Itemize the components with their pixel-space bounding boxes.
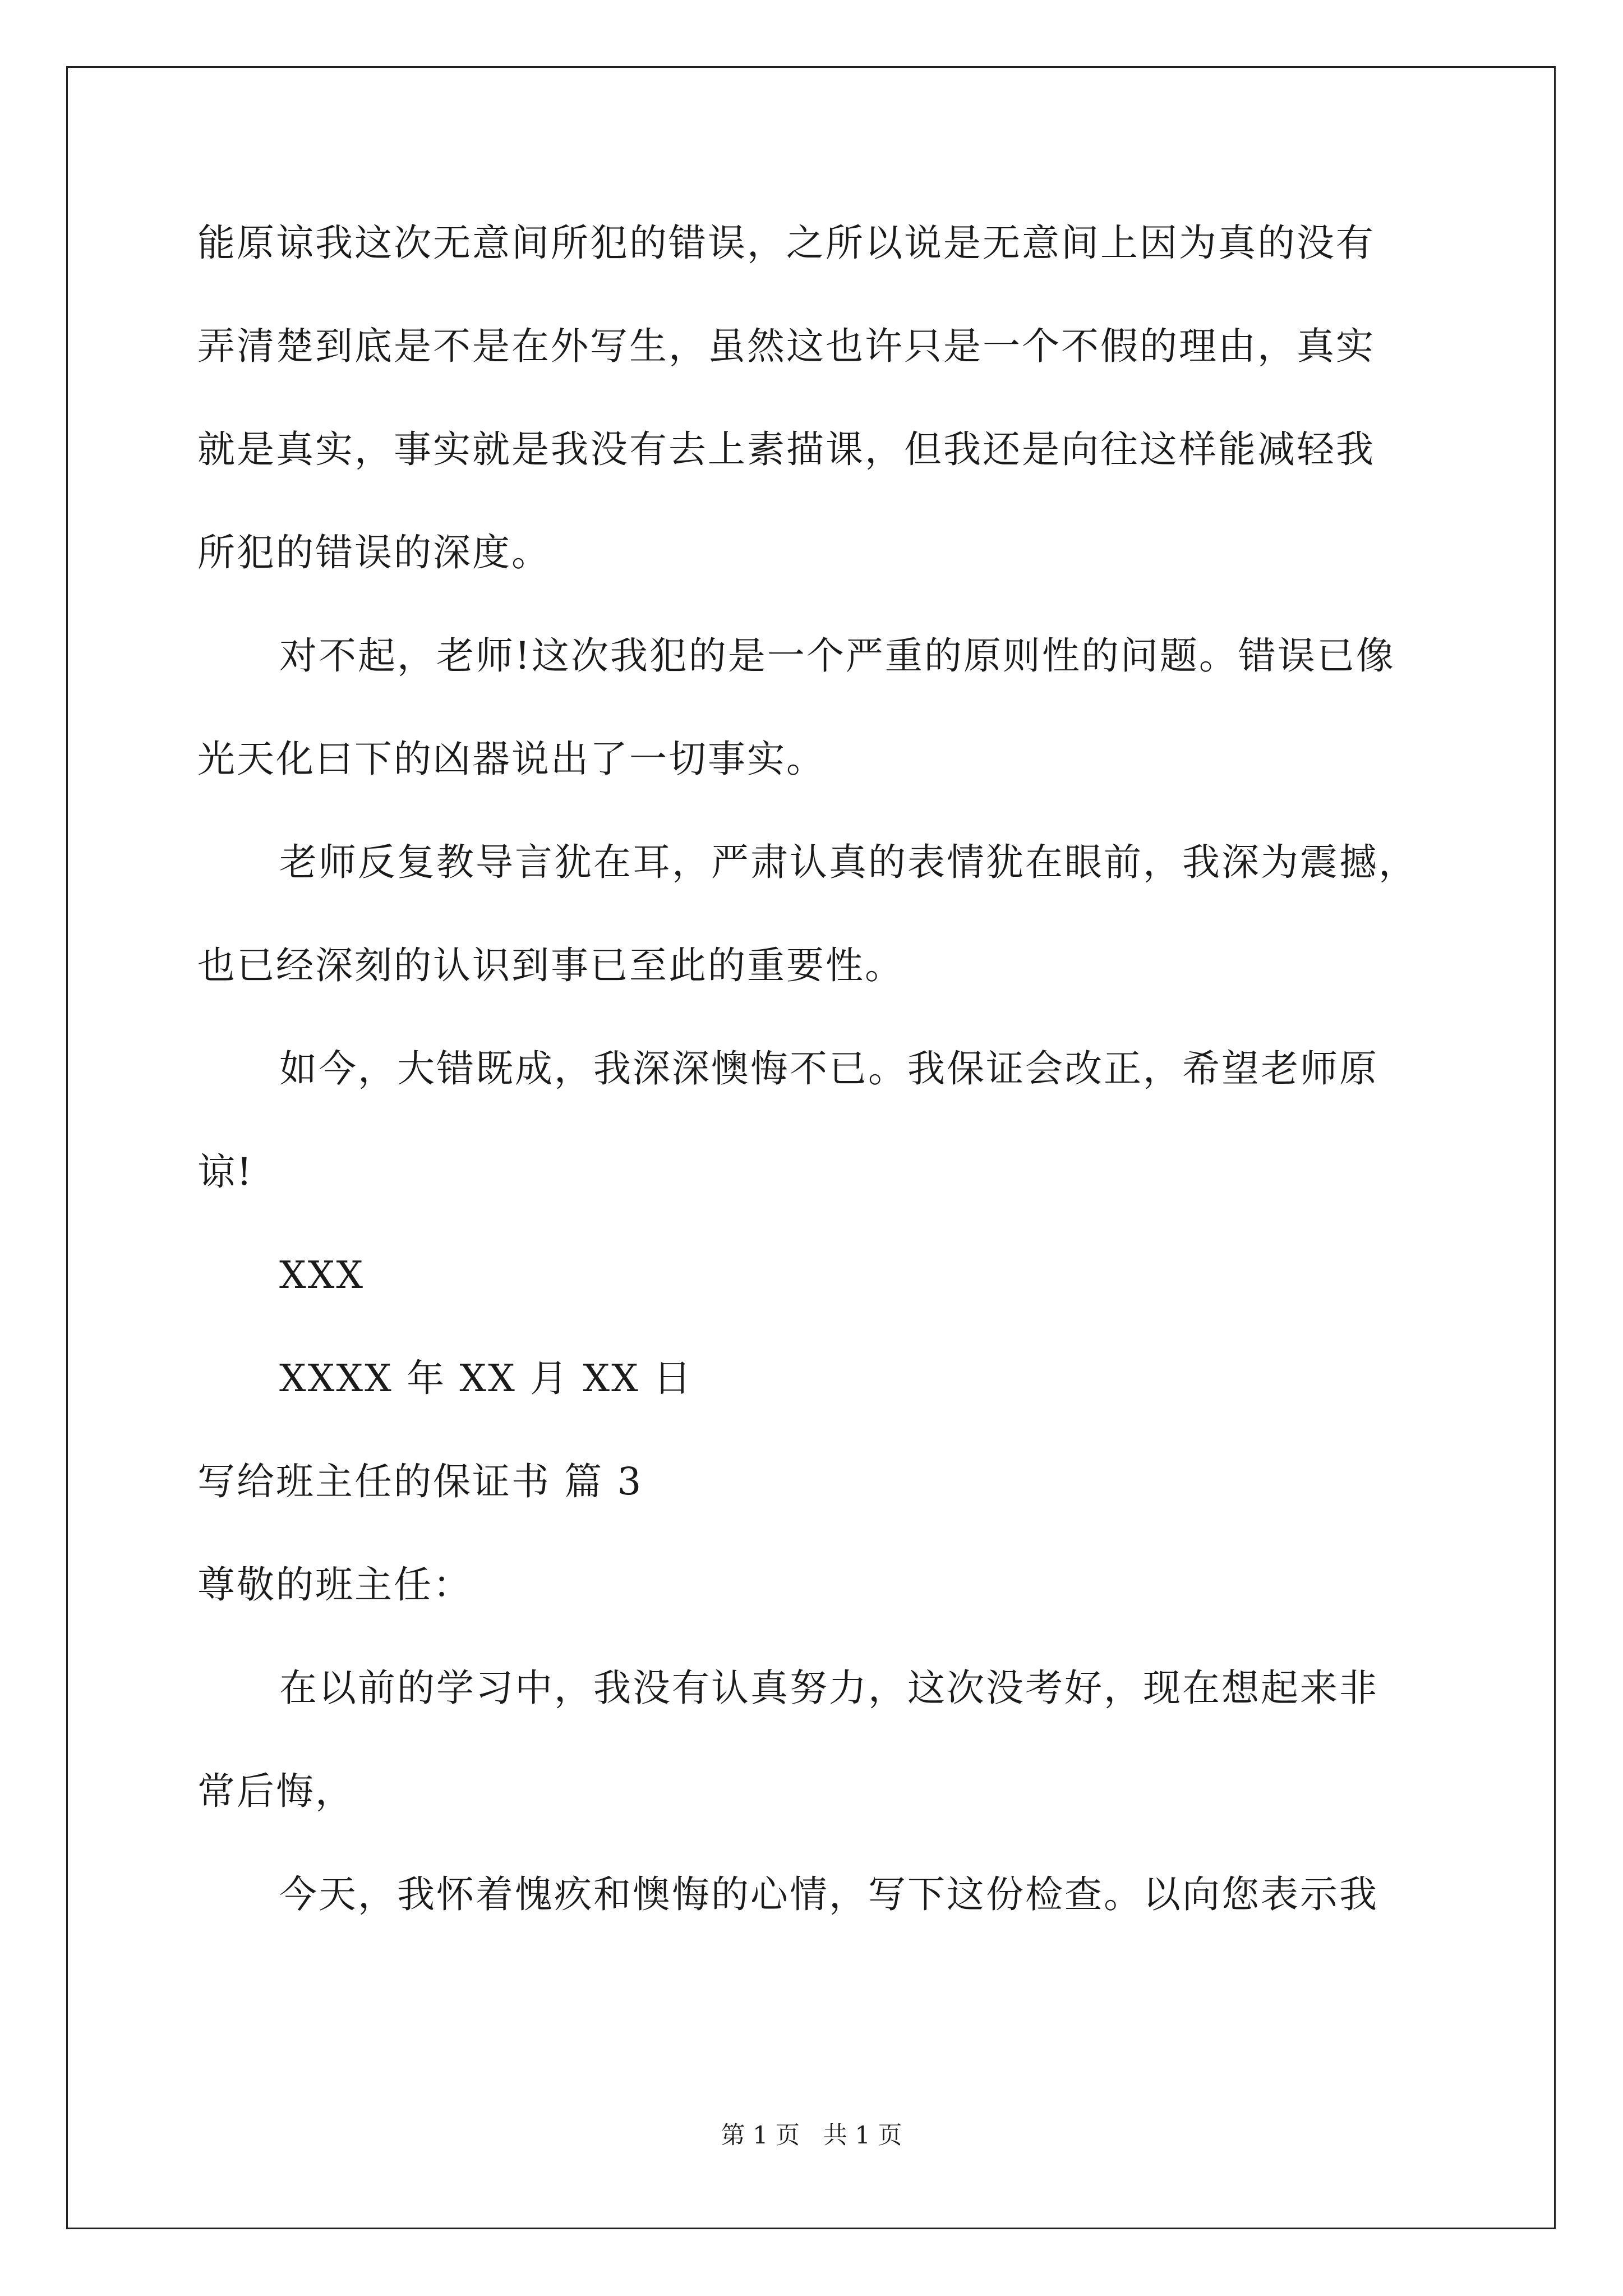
paragraph-line: 光天化曰下的凶器说出了一切事实。 — [197, 737, 826, 781]
paragraph-line: 就是真实，事实就是我没有去上素描课，但我还是向往这样能减轻我 — [197, 427, 1375, 471]
paragraph-line: 对不起，老师!这次我犯的是一个严重的原则性的问题。错误已像 — [279, 634, 1395, 678]
paragraph-line: 老师反复教导言犹在耳，严肃认真的表情犹在眼前，我深为震撼， — [279, 840, 1418, 884]
signature-date: XXXX 年 XX 月 XX 日 — [279, 1356, 693, 1400]
paragraph-line: 也已经深刻的认识到事已至此的重要性。 — [197, 944, 904, 987]
section-heading: 写给班主任的保证书 篇 3 — [197, 1460, 643, 1503]
paragraph-line: 如今，大错既成，我深深懊悔不已。我保证会改正，希望老师原 — [279, 1047, 1378, 1091]
signature-name: XXX — [279, 1253, 365, 1297]
page-footer — [0, 2122, 1623, 2150]
paragraph-line: 弄清楚到底是不是在外写生，虽然这也许只是一个不假的理由，真实 — [197, 324, 1375, 368]
page-total: 共 1 页 — [823, 2122, 902, 2150]
paragraph-line: 所犯的错误的深度。 — [197, 531, 551, 574]
paragraph-line: 常后悔， — [197, 1769, 354, 1813]
paragraph-line: 能原谅我这次无意间所犯的错误，之所以说是无意间上因为真的没有 — [197, 221, 1375, 265]
paragraph-line: 谅! — [197, 1150, 253, 1194]
paragraph-line: 今天，我怀着愧疚和懊悔的心情，写下这份检查。以向您表示我 — [279, 1872, 1378, 1916]
page-number: 第 1 页 — [721, 2122, 800, 2150]
salutation: 尊敬的班主任： — [197, 1563, 472, 1607]
paragraph-line: 在以前的学习中，我没有认真努力，这次没考好，现在想起来非 — [279, 1666, 1378, 1710]
